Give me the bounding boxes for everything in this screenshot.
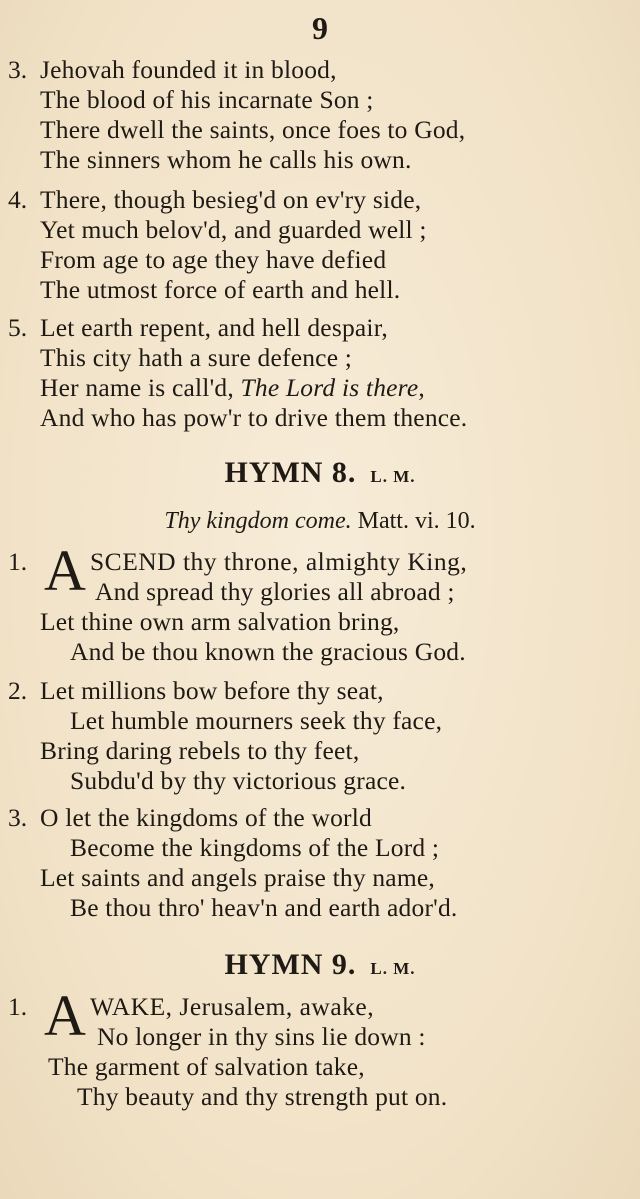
verse-text: Her name is call'd, xyxy=(40,373,241,402)
verse-line: O let the kingdoms of the world xyxy=(40,803,372,832)
verse-line: The sinners whom he calls his own. xyxy=(40,145,412,174)
verse-line: Bring daring rebels to thy feet, xyxy=(40,736,360,765)
verse-line: There dwell the saints, once foes to God, xyxy=(40,115,466,144)
verse-number: 5. xyxy=(8,313,28,342)
verse-line: Let humble mourners seek thy face, xyxy=(70,706,443,735)
verse-line: Let millions bow before thy seat, xyxy=(40,676,384,705)
scripture-reference: Matt. vi. 10. xyxy=(351,508,476,534)
verse-line: Jehovah founded it in blood, xyxy=(40,55,337,84)
hymn-title-text: HYMN 8. xyxy=(224,456,357,489)
page-number: 9 xyxy=(312,10,328,46)
verse-line: There, though besieg'd on ev'ry side, xyxy=(40,185,422,214)
subtitle-text: Thy kingdom come. xyxy=(164,508,352,534)
hymn-title xyxy=(0,948,640,986)
verse-line: Subdu'd by thy victorious grace. xyxy=(70,766,407,795)
verse-line: This city hath a sure defence ; xyxy=(40,343,353,372)
verse-number: 3. xyxy=(8,803,28,832)
verse-line: And spread thy glories all abroad ; xyxy=(95,577,455,606)
verse-line: Let thine own arm salvation bring, xyxy=(40,607,400,636)
verse-line: Let saints and angels praise thy name, xyxy=(40,863,435,892)
verse-number: 1. xyxy=(8,992,28,1021)
verse-line: WAKE, Jerusalem, awake, xyxy=(90,992,375,1021)
verse-line: And who has pow'r to drive them thence. xyxy=(40,403,468,432)
verse-line: Yet much belov'd, and guarded well ; xyxy=(40,215,427,244)
verse-number: 1. xyxy=(8,547,28,576)
verse-line: Thy beauty and thy strength put on. xyxy=(77,1082,448,1111)
verse-number: 2. xyxy=(8,676,28,705)
verse-line: Be thou thro' heav'n and earth ador'd. xyxy=(70,893,458,922)
verse-line: No longer in thy sins lie down : xyxy=(97,1022,426,1051)
hymn-meter: L. M. xyxy=(370,467,416,486)
verse-line: And be thou known the gracious God. xyxy=(70,637,466,666)
verse-line: SCEND thy throne, almighty King, xyxy=(90,547,468,576)
drop-cap: A xyxy=(44,538,86,603)
verse-text: , xyxy=(418,373,425,402)
verse-line xyxy=(40,373,425,403)
verse-line: The garment of salvation take, xyxy=(48,1052,365,1081)
hymn-meter: L. M. xyxy=(370,959,416,978)
verse-line: From age to age they have defied xyxy=(40,245,387,274)
drop-cap: A xyxy=(44,983,86,1048)
verse-line: Let earth repent, and hell despair, xyxy=(40,313,388,342)
emphasis-text: The Lord is there xyxy=(240,373,419,402)
hymn-title-text: HYMN 9. xyxy=(224,948,357,981)
verse-line: The blood of his incarnate Son ; xyxy=(40,85,374,114)
verse-line: Become the kingdoms of the Lord ; xyxy=(70,833,440,862)
verse-line: The utmost force of earth and hell. xyxy=(40,275,401,304)
verse-number: 3. xyxy=(8,55,28,84)
hymn-subtitle xyxy=(0,506,640,536)
verse-number: 4. xyxy=(8,185,28,214)
hymn-title xyxy=(0,456,640,494)
